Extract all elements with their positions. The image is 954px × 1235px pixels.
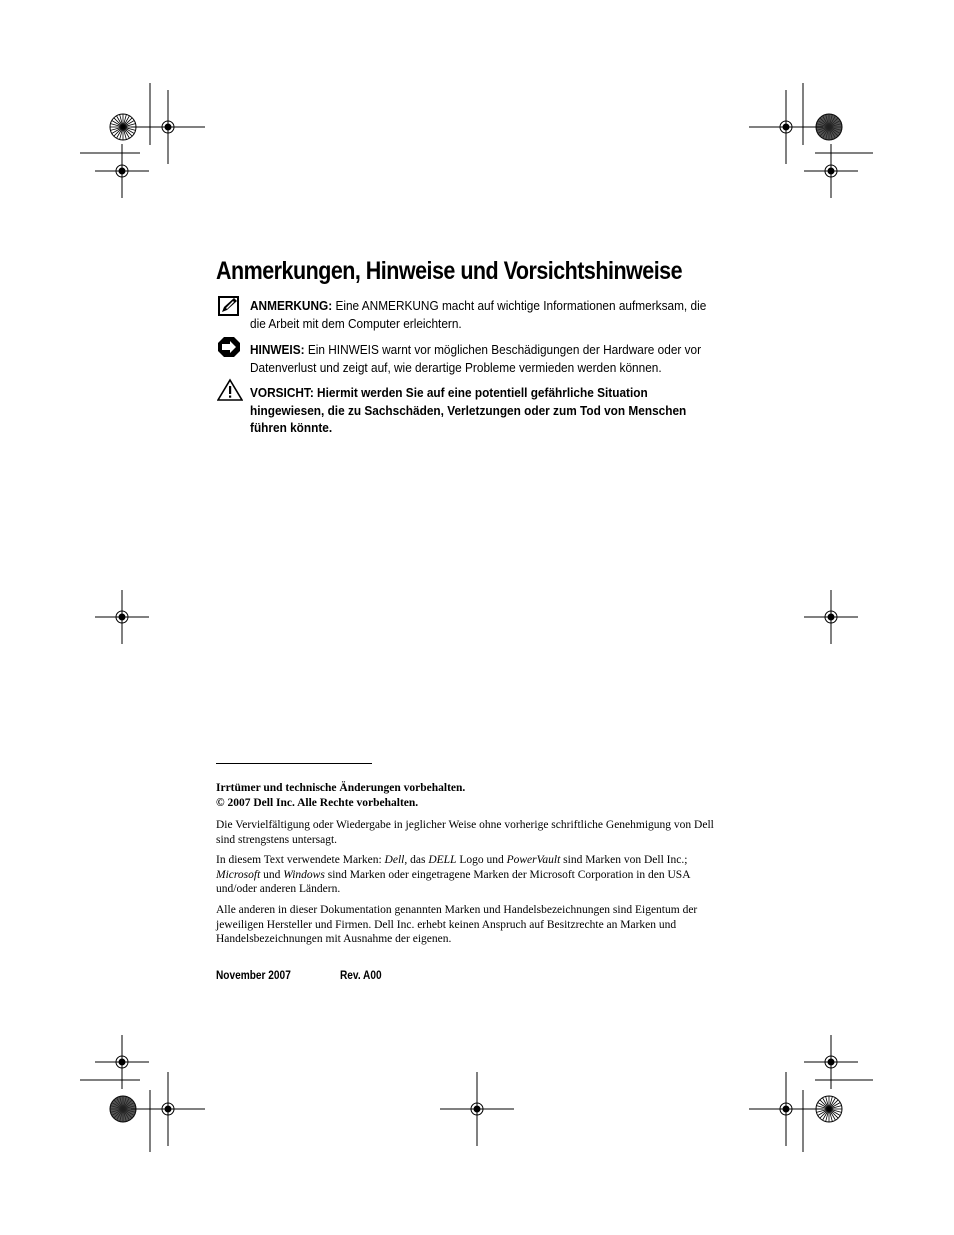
note-hinweis (250, 341, 723, 376)
note-text: Eine ANMERKUNG macht auf wichtige Informationen aufmerksam, die die Arbeit mit dem Computer erleichtern. (250, 298, 707, 331)
legal-other-trademarks: Alle anderen in dieser Dokumentation genannten Marken und Handelsbezeichnungen sind Eigentum der jeweiligen Hersteller und Firmen. Dell Inc. erhebt keinen Anspruch auf Besitzrechte an Marken und Handelsbezeichnungen mit Ausnahme der eigenen. (216, 904, 698, 945)
page-title: Anmerkungen, Hinweise und Vorsichtshinweise (216, 257, 683, 285)
note-label: ANMERKUNG: (250, 298, 333, 313)
crosshair-mark (131, 1072, 205, 1146)
crosshair-mark (95, 144, 149, 198)
crosshair-mark (804, 144, 858, 198)
pencil-note-icon (217, 295, 241, 322)
crosshair-mark (131, 90, 205, 164)
legal-reproduction: Die Vervielfältigung oder Wiedergabe in jeglicher Weise ohne vorherige schriftliche Genehmigung von Dell sind strengstens untersagt. (216, 819, 714, 846)
note-label: VORSICHT: (250, 385, 314, 400)
legal-line-copyright: © 2007 Dell Inc. Alle Rechte vorbehalten. (216, 796, 419, 809)
footer-revision: Rev. A00 (340, 970, 382, 982)
footer-date: November 2007 (216, 970, 291, 982)
note-anmerkung (250, 297, 723, 332)
crosshair-mark (95, 1035, 149, 1089)
crosshair-mark (804, 590, 858, 644)
crosshair-mark (95, 590, 149, 644)
hand-notice-icon (217, 336, 241, 363)
warning-triangle-icon (217, 378, 243, 407)
crosshair-mark (749, 90, 823, 164)
legal-line-errors: Irrtümer und technische Änderungen vorbehalten. (216, 782, 466, 794)
note-text: Ein HINWEIS warnt vor möglichen Beschädigungen der Hardware oder vor Datenverlust und zeigt auf, wie derartige Probleme vermieden werden können. (250, 342, 702, 375)
crosshair-mark (804, 1035, 858, 1089)
legal-disclaimer (216, 781, 716, 810)
note-text: Hiermit werden Sie auf eine potentiell gefährliche Situation hingewiesen, die zu Sachschäden, Verletzungen oder zum Tod von Menschen führen könnte. (250, 385, 687, 435)
crosshair-mark (749, 1072, 823, 1146)
note-vorsicht (250, 384, 723, 437)
crosshair-mark (440, 1072, 514, 1146)
legal-trademarks: In diesem Text verwendete Marken: Dell, das DELL Logo und PowerVault sind Marken von Dell Inc.; Microsoft und Windows sind Marken oder eingetragene Marken der Microsoft Corporation in den USA und/oder anderen Ländern. (216, 854, 690, 895)
note-label: HINWEIS: (250, 342, 305, 357)
footnote-rule (216, 763, 372, 764)
